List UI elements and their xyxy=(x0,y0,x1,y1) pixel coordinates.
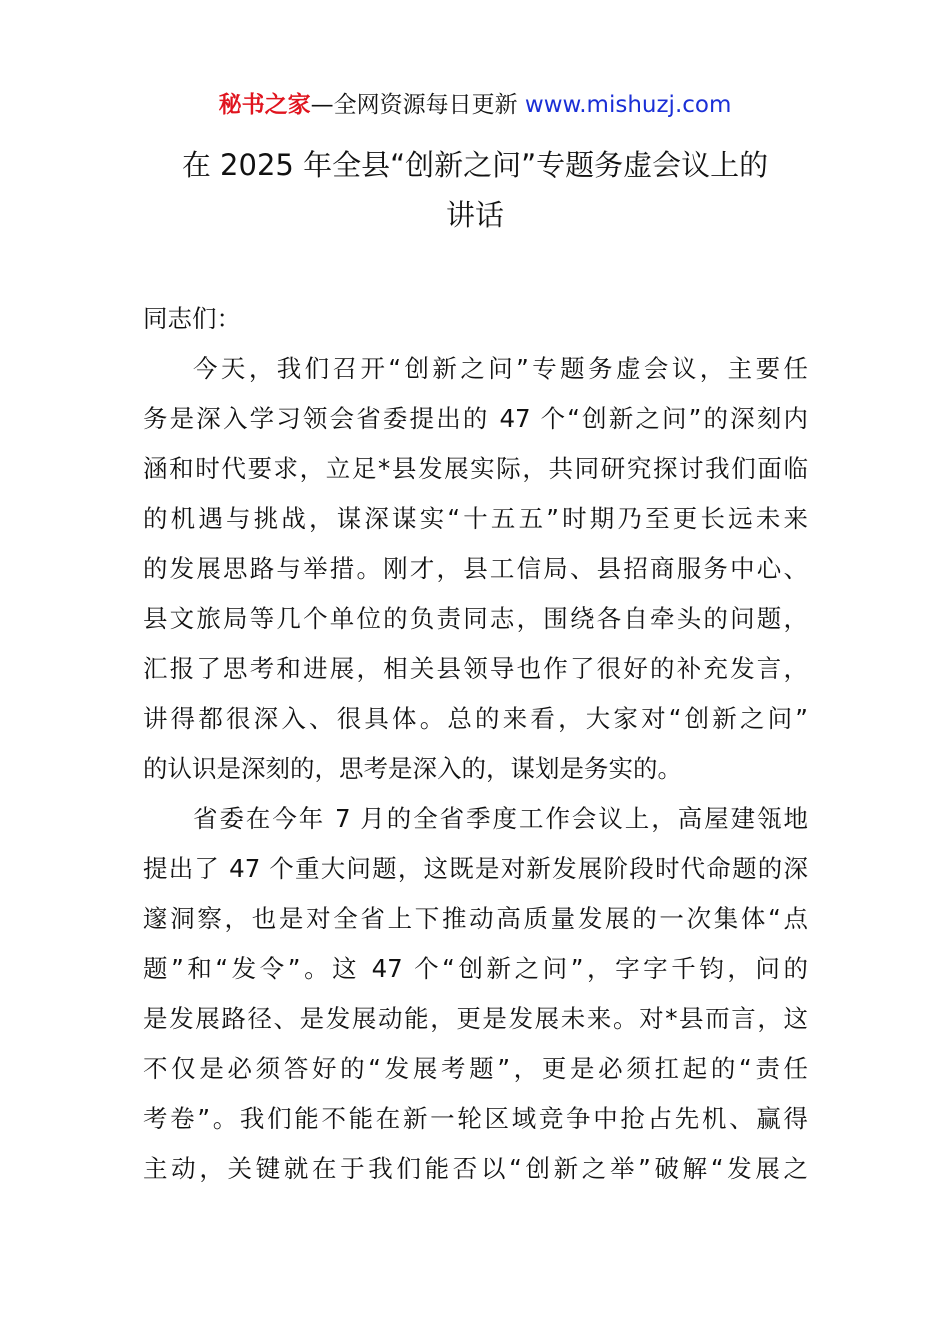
paragraph-line: 汇报了思考和进展，相关县领导也作了很好的补充发言， xyxy=(143,654,808,683)
document-body xyxy=(143,294,808,1194)
header-tagline: —全网资源每日更新 xyxy=(310,92,525,118)
paragraph-line: 考卷”。我们能不能在新一轮区域竞争中抢占先机、赢得 xyxy=(143,1104,808,1133)
paragraph-line: 邃洞察，也是对全省上下推动高质量发展的一次集体“点 xyxy=(143,904,808,933)
paragraph-line: 涵和时代要求，立足*县发展实际，共同研究探讨我们面临 xyxy=(143,454,808,483)
paragraph-line: 务是深入学习领会省委提出的 47 个“创新之问”的深刻内 xyxy=(143,404,808,433)
site-url-link[interactable]: www.mishuzj.com xyxy=(524,92,732,118)
brand-name: 秘书之家 xyxy=(218,92,311,118)
paragraph-line: 是发展路径、是发展动能，更是发展未来。对*县而言，这 xyxy=(143,1004,808,1033)
paragraph-line: 讲得都很深入、很具体。总的来看，大家对“创新之问” xyxy=(143,704,808,733)
paragraph-line: 主动，关键就在于我们能否以“创新之举”破解“发展之 xyxy=(143,1154,808,1183)
paragraph-line: 不仅是必须答好的“发展考题”，更是必须扛起的“责任 xyxy=(143,1054,808,1083)
paragraph-line: 省委在今年 7 月的全省季度工作会议上，高屋建瓴地 xyxy=(193,804,808,833)
title-line-2: 讲话 xyxy=(445,198,504,232)
title-line-1: 在 2025 年全县“创新之问”专题务虚会议上的 xyxy=(181,148,769,182)
paragraph-1 xyxy=(143,344,808,794)
paragraph-line: 今天，我们召开“创新之问”专题务虚会议，主要任 xyxy=(193,354,808,383)
paragraph-2 xyxy=(143,794,808,1194)
paragraph-line: 题”和“发令”。这 47 个“创新之问”，字字千钧，问的 xyxy=(143,954,808,983)
site-header xyxy=(0,88,950,122)
paragraph-line: 的机遇与挑战，谋深谋实“十五五”时期乃至更长远未来 xyxy=(143,504,808,533)
paragraph-line: 提出了 47 个重大问题，这既是对新发展阶段时代命题的深 xyxy=(143,854,808,883)
paragraph-line: 县文旅局等几个单位的负责同志，围绕各自牵头的问题， xyxy=(143,604,808,633)
paragraph-line: 的发展思路与举措。刚才，县工信局、县招商服务中心、 xyxy=(143,554,808,583)
document-title xyxy=(120,140,830,240)
paragraph-line: 的认识是深刻的，思考是深入的，谋划是务实的。 xyxy=(143,754,682,783)
salutation: 同志们： xyxy=(143,304,241,333)
